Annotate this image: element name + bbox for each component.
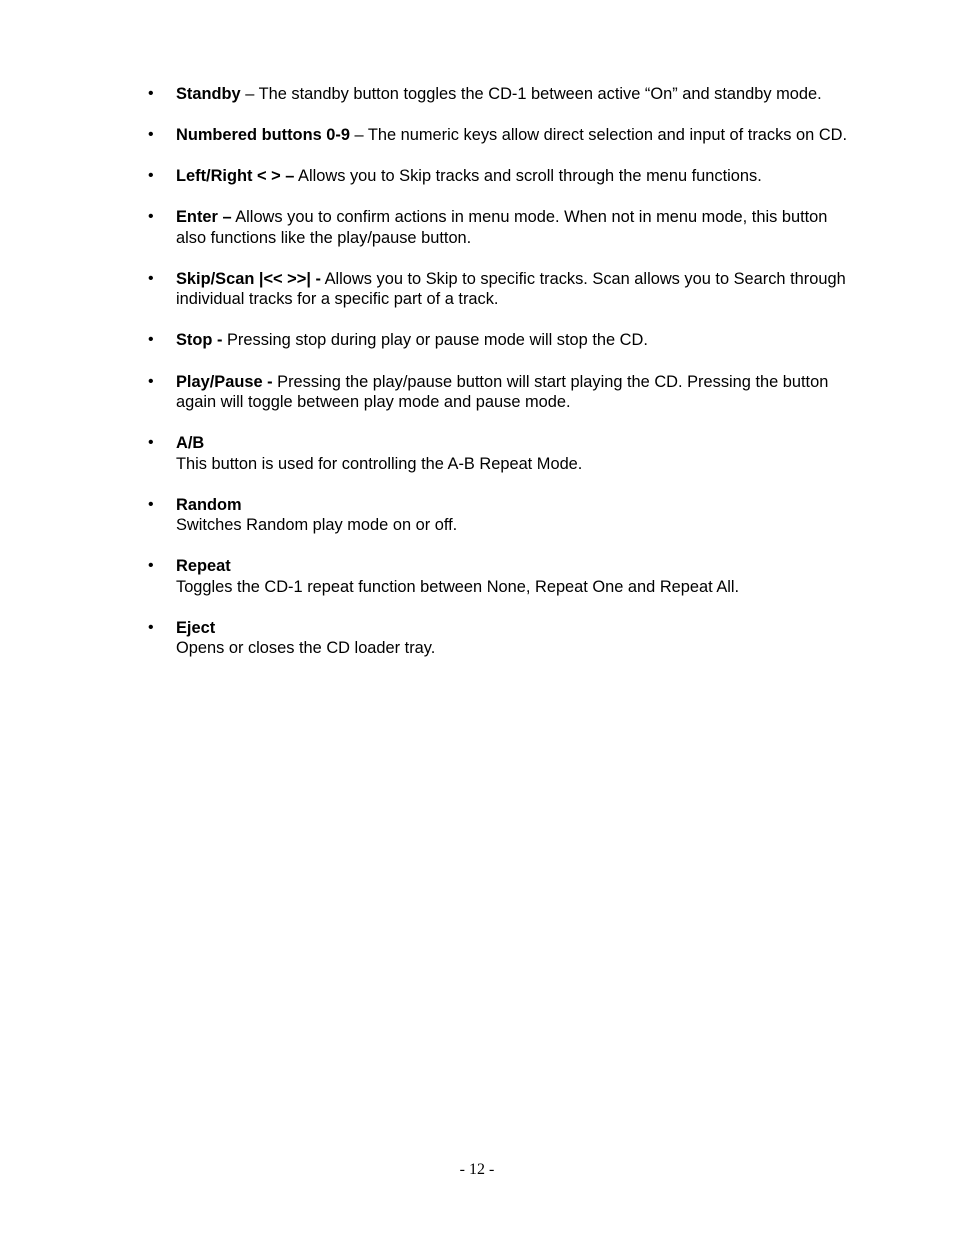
list-item-eject bbox=[148, 618, 848, 659]
list-item-left-right bbox=[148, 166, 848, 187]
bullet: • bbox=[148, 85, 154, 102]
item-text: Allows you to confirm actions in menu mode. When not in menu mode, this button also functions like the play/pause button. bbox=[176, 208, 828, 247]
bullet: • bbox=[148, 434, 154, 452]
item-term: Left/Right < > – bbox=[176, 167, 295, 186]
item-text: Pressing the play/pause button will start playing the CD. Pressing the button again will toggle between play mode and pause mode. bbox=[176, 372, 829, 412]
item-term: Random bbox=[176, 495, 242, 514]
bullet: • bbox=[148, 557, 154, 575]
bullet: • bbox=[148, 208, 154, 226]
item-description: Switches Random play mode on or off. bbox=[176, 516, 458, 535]
item-text: – The standby button toggles the CD-1 between active “On” and standby mode. bbox=[240, 85, 822, 103]
item-term: Enter – bbox=[176, 208, 232, 227]
item-term: Stop - bbox=[176, 331, 223, 350]
list-item-random bbox=[148, 495, 848, 536]
item-term: Repeat bbox=[176, 557, 231, 576]
list-item-enter bbox=[148, 207, 848, 248]
item-text: Allows you to Skip tracks and scroll through the menu functions. bbox=[294, 167, 762, 186]
bullet: • bbox=[148, 331, 154, 349]
list-item-standby bbox=[148, 84, 848, 105]
item-term: Standby bbox=[176, 85, 241, 103]
item-description: This button is used for controlling the A-B Repeat Mode. bbox=[176, 454, 583, 473]
bullet: • bbox=[148, 495, 154, 513]
item-term: Skip/Scan |<< >>| - bbox=[176, 269, 321, 288]
bullet: • bbox=[148, 372, 154, 390]
bullet: • bbox=[148, 126, 154, 144]
button-description-list bbox=[148, 84, 848, 680]
list-item-stop bbox=[148, 330, 848, 351]
bullet: • bbox=[148, 167, 154, 185]
bullet: • bbox=[148, 618, 154, 636]
bullet: • bbox=[148, 269, 154, 287]
item-text: – The numeric keys allow direct selection and input of tracks on CD. bbox=[349, 126, 848, 145]
item-description: Toggles the CD-1 repeat function between None, Repeat One and Repeat All. bbox=[176, 577, 740, 596]
list-item-a-b bbox=[148, 433, 848, 474]
item-term: A/B bbox=[176, 434, 205, 453]
list-item-skip-scan bbox=[148, 269, 848, 310]
item-term: Play/Pause - bbox=[176, 372, 273, 391]
list-item-play-pause bbox=[148, 372, 848, 413]
list-item-numbered-buttons bbox=[148, 125, 848, 146]
item-term: Numbered buttons 0-9 bbox=[176, 126, 350, 145]
page-number: - 12 - bbox=[459, 1161, 495, 1178]
list-item-repeat bbox=[148, 556, 848, 597]
item-text: Pressing stop during play or pause mode will stop the CD. bbox=[222, 331, 648, 350]
item-text: Allows you to Skip to specific tracks. Scan allows you to Search through individual tracks for a specific part of a track. bbox=[176, 269, 846, 309]
item-term: Eject bbox=[176, 618, 216, 637]
item-description: Opens or closes the CD loader tray. bbox=[176, 639, 436, 658]
